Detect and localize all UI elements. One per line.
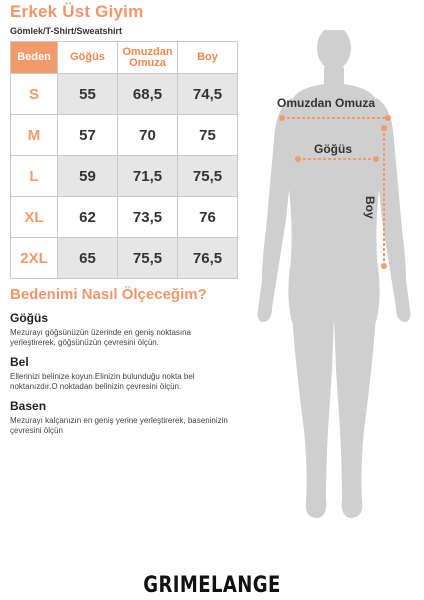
chest-left-dot — [295, 156, 301, 162]
shoulder-cell: 71,5 — [118, 156, 178, 197]
size-cell: L — [11, 156, 58, 197]
waist-heading: Bel — [10, 355, 29, 369]
length-top-dot — [381, 125, 387, 131]
how-to-measure-title: Bedenimi Nasıl Ölçeceğim? — [10, 286, 207, 303]
chest-heading: Göğüs — [10, 311, 48, 325]
brand-logo: GRIMELANGE — [143, 573, 281, 598]
length-cell: 75 — [178, 115, 238, 156]
length-cell: 74,5 — [178, 74, 238, 115]
shoulder-label: Omuzdan Omuza — [277, 96, 376, 110]
chest-cell: 62 — [58, 197, 118, 238]
table-row — [11, 156, 238, 197]
chest-cell: 59 — [58, 156, 118, 197]
column-header-omuzdan-omuza: Omuzdan Omuza — [118, 42, 178, 74]
length-cell: 75,5 — [178, 156, 238, 197]
size-cell: XL — [11, 197, 58, 238]
table-row — [11, 238, 238, 279]
length-label: Boy — [363, 196, 377, 219]
length-cell: 76,5 — [178, 238, 238, 279]
table-row — [11, 74, 238, 115]
shoulder-cell: 75,5 — [118, 238, 178, 279]
shoulder-cell: 73,5 — [118, 197, 178, 238]
shoulder-left-dot — [279, 115, 285, 121]
shoulder-cell: 68,5 — [118, 74, 178, 115]
chest-right-dot — [373, 156, 379, 162]
size-cell: M — [11, 115, 58, 156]
length-cell: 76 — [178, 197, 238, 238]
table-row — [11, 197, 238, 238]
size-cell: 2XL — [11, 238, 58, 279]
chest-cell: 55 — [58, 74, 118, 115]
table-row — [11, 115, 238, 156]
column-header-gogus: Göğüs — [58, 42, 118, 74]
chest-label: Göğüs — [314, 142, 352, 156]
shoulder-cell: 70 — [118, 115, 178, 156]
chest-cell: 65 — [58, 238, 118, 279]
page-subtitle: Gömlek/T-Shirt/Sweatshirt — [10, 26, 123, 36]
length-bottom-dot — [381, 263, 387, 269]
shoulder-right-dot — [385, 115, 391, 121]
chest-instructions: Mezurayı göğsünüzün üzerinde en geniş noktasına yerleştirerek, göğsünüzün çevresini ölçün. — [10, 328, 192, 347]
column-header-beden: Beden — [11, 42, 58, 74]
chest-cell: 57 — [58, 115, 118, 156]
size-table — [10, 41, 238, 279]
hip-instructions: Mezurayı kalçanızın en geniş yerine yerleştirerek, baseninizin çevresini ölçün — [10, 416, 228, 435]
table-header-row — [11, 42, 238, 74]
size-cell: S — [11, 74, 58, 115]
page-title: Erkek Üst Giyim — [10, 2, 144, 21]
waist-instructions: Ellerinizi belinize koyun.Elinizin bulunduğu nokta bel noktanızdır.O noktadan belinizin çevresini ölçün. — [10, 372, 195, 391]
hip-heading: Basen — [10, 399, 47, 413]
column-header-boy: Boy — [178, 42, 238, 74]
